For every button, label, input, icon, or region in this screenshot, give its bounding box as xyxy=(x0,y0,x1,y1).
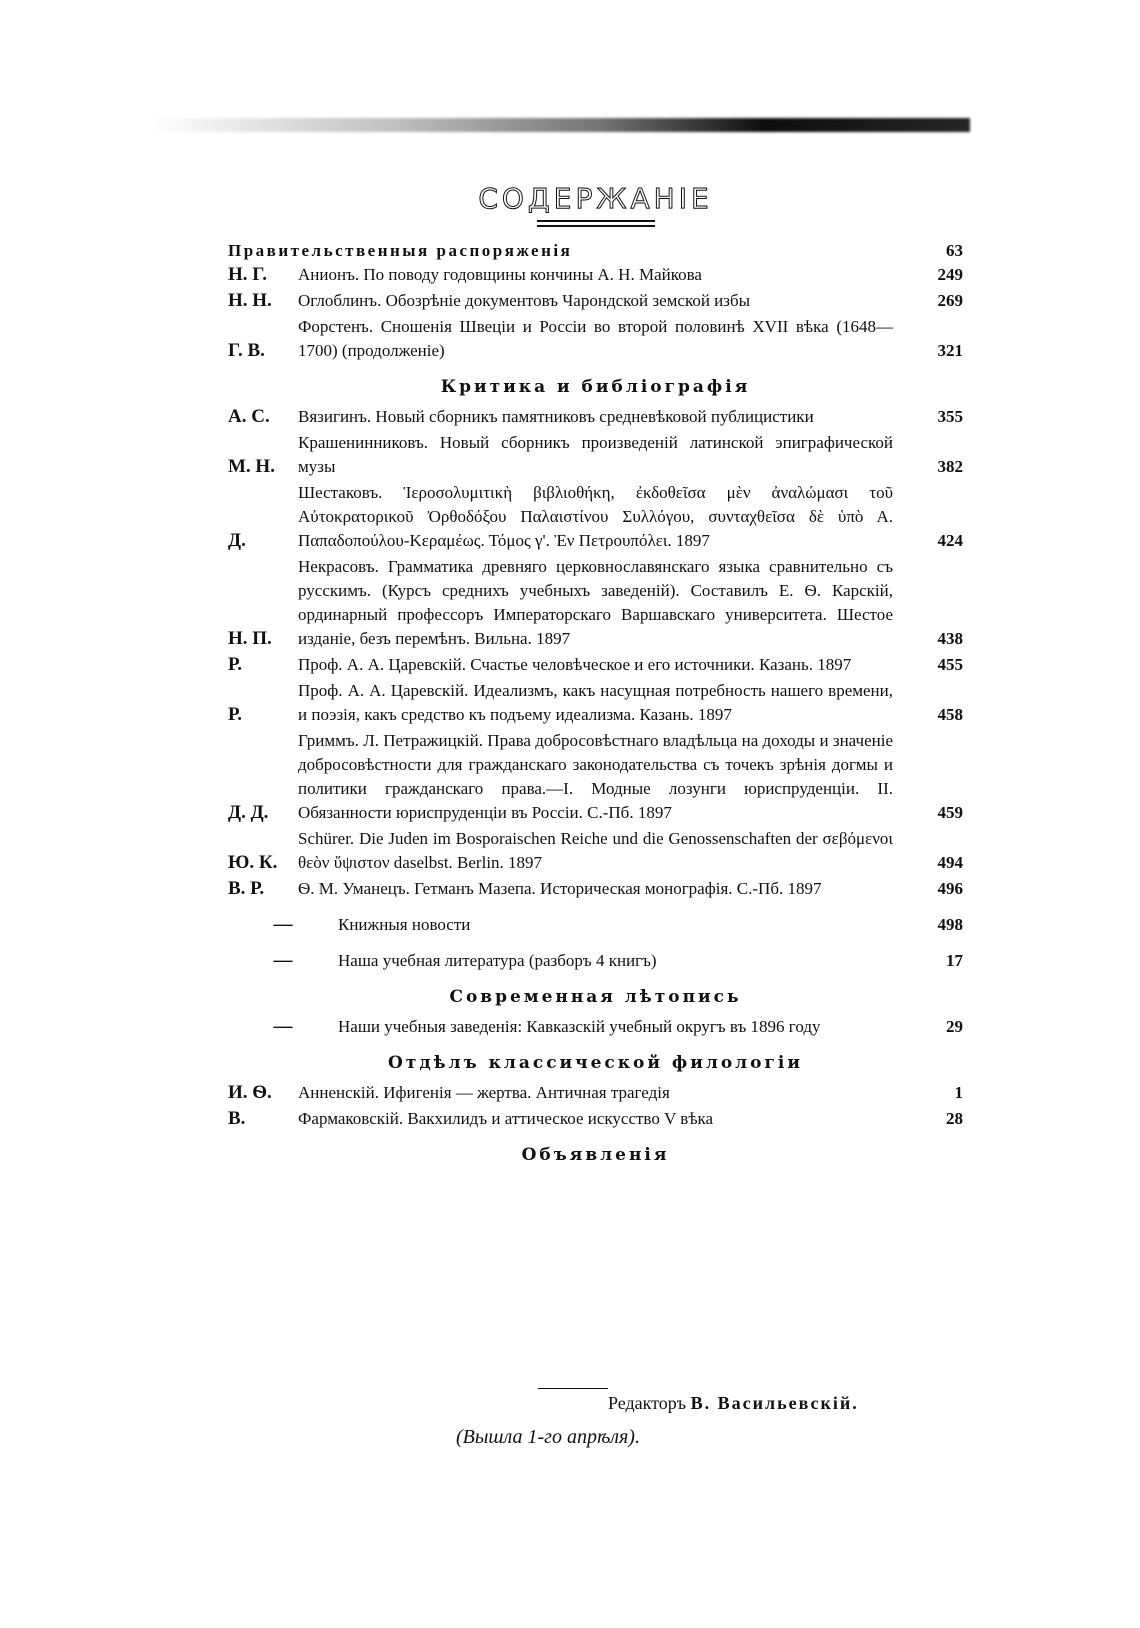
entry-page: 458 xyxy=(937,705,963,724)
entry-author: Г. В. xyxy=(228,340,265,361)
entry-author: Д. Д. xyxy=(228,802,269,823)
entry-title: Наша учебная литература (разборъ 4 книгъ) xyxy=(338,951,657,970)
entry-title: Фармаковскій. Вакхилидъ и аттическое искусство V вѣка xyxy=(298,1109,714,1128)
entry-author: Р. xyxy=(228,704,242,725)
toc-entry xyxy=(228,481,963,553)
toc-entry xyxy=(228,653,963,677)
toc-entry xyxy=(228,431,963,479)
entry-author: М. Н. xyxy=(228,456,275,477)
entry-page: 17 xyxy=(946,951,963,970)
entry-page: 269 xyxy=(937,291,963,310)
entry-author: А. С. xyxy=(228,406,270,427)
entry-title: Анненскій. Ифигенія — жертва. Античная трагедія xyxy=(298,1083,670,1102)
editor-rule xyxy=(538,1388,608,1389)
entry-title: Проф. А. А. Царевскій. Идеализмъ, какъ насущная потребность нашего времени, и поэзія, какъ средство къ подъему идеализма. Казань. 1897 xyxy=(298,681,893,724)
issue-date: (Вышла 1-го апрѣля). xyxy=(456,1426,640,1448)
entry-author: В. Р. xyxy=(228,878,265,899)
toc-entry xyxy=(228,949,963,973)
entry-author: Ю. К. xyxy=(228,852,278,873)
entry-page: 494 xyxy=(937,853,963,872)
toc-entry xyxy=(228,315,963,363)
section-government xyxy=(228,239,963,263)
entry-page: 321 xyxy=(937,341,963,360)
entry-title: Книжныя новости xyxy=(338,915,471,934)
entry-author: Р. xyxy=(228,654,242,675)
editor-signature xyxy=(368,1393,928,1414)
entry-page: 496 xyxy=(937,879,963,898)
entry-title: Наши учебныя заведенія: Кавказскій учебный округъ въ 1896 году xyxy=(338,1017,821,1036)
toc-entry xyxy=(228,405,963,429)
entry-author: И. Ѳ. xyxy=(228,1082,272,1103)
classical-entries xyxy=(228,1081,963,1131)
title-rule xyxy=(537,220,655,227)
table-of-contents xyxy=(228,182,963,1173)
editor-name: В. Васильевскій. xyxy=(690,1393,859,1413)
entry-page: 455 xyxy=(937,655,963,674)
entry-title: Шестаковъ. Ἱεροσολυμιτικὴ βιβλιοθήκη, ἐκδοθεῖσα μὲν ἀναλώμασι τοῦ Αὐτοκρατορικοῦ Ὀρθοδόξου Παλαιστίνου Συλλόγου, συνταχθεῖσα δὲ ὑπὸ Α. Παπαδοπούλου-Κεραμέως. Τόμος γ'. Ἐν Πετρουπόλει. 1897 xyxy=(298,483,893,550)
entry-title: Оглоблинъ. Обозрѣніе документовъ Чарондской земской избы xyxy=(298,291,751,310)
entry-author: В. xyxy=(228,1108,246,1129)
entry-page: 355 xyxy=(937,407,963,426)
toc-entry xyxy=(228,1107,963,1131)
toc-entry xyxy=(228,289,963,313)
toc-entry xyxy=(228,729,963,825)
toc-entry xyxy=(228,555,963,651)
entry-author: — xyxy=(273,950,293,971)
scan-artifact xyxy=(150,118,970,132)
entry-author: — xyxy=(273,1016,293,1037)
criticism-entries xyxy=(228,405,963,973)
section-criticism: Критика и библіографія xyxy=(440,377,751,397)
chronicle-entries xyxy=(228,1015,963,1039)
entry-page: 29 xyxy=(946,1017,963,1036)
entry-page: 249 xyxy=(937,265,963,284)
entry-author: Н. Н. xyxy=(228,290,272,311)
entry-title: Некрасовъ. Грамматика древняго церковнославянскаго языка сравнительно съ русскимъ. (Курсъ среднихъ учебныхъ заведеній). Составилъ Е. Ѳ. Карскій, ординарный профессоръ Императорскаго Варшавскаго университета. Шестое изданіе, безъ перемѣнъ. Вильна. 1897 xyxy=(298,557,893,648)
section-government-title: Правительственныя распоряженія xyxy=(228,241,573,260)
toc-entry xyxy=(228,1081,963,1105)
entry-page: 438 xyxy=(937,629,963,648)
entry-page: 382 xyxy=(937,457,963,476)
toc-entry xyxy=(228,263,963,287)
entry-title: Гриммъ. Л. Петражицкій. Права добросовѣстнаго владѣльца на доходы и значеніе добросовѣстности для гражданскаго законодательства съ точекъ зрѣнія догмы и политики гражданскаго права.—I. Модные лозунги юриспруденціи. II. Обязанности юриспруденціи въ Россіи. С.-Пб. 1897 xyxy=(298,731,893,822)
section-announcements: Объявленія xyxy=(521,1145,670,1165)
editor-label: Редакторъ xyxy=(608,1393,687,1413)
toc-entry xyxy=(228,913,963,937)
toc-entry xyxy=(228,1015,963,1039)
entry-title: Вязигинъ. Новый сборникъ памятниковъ средневѣковой публицистики xyxy=(298,407,814,426)
entry-page: 498 xyxy=(937,915,963,934)
toc-entry xyxy=(228,827,963,875)
editor-block xyxy=(368,1388,928,1449)
entry-title: Крашенинниковъ. Новый сборникъ произведеній латинской эпиграфической музы xyxy=(298,433,893,476)
entry-author: Д. xyxy=(228,530,246,551)
entry-title: Ѳ. М. Уманецъ. Гетманъ Мазепа. Историческая монографія. С.-Пб. 1897 xyxy=(298,879,822,898)
entry-page: 424 xyxy=(937,531,963,550)
page-title: СОДЕРЖАНІЕ xyxy=(478,182,713,215)
entry-title: Анионъ. По поводу годовщины кончины А. Н. Майкова xyxy=(298,265,702,284)
entry-page: 1 xyxy=(954,1083,963,1102)
section-government-page: 63 xyxy=(946,241,963,260)
entry-title: Форстенъ. Сношенія Швеціи и Россіи во второй половинѣ XVII вѣка (1648—1700) (продолженіе) xyxy=(298,317,893,360)
entry-author: — xyxy=(273,914,293,935)
toc-entry xyxy=(228,679,963,727)
entry-page: 28 xyxy=(946,1109,963,1128)
entry-author: Н. П. xyxy=(228,628,272,649)
section-chronicle: Современная лѣтопись xyxy=(449,987,742,1007)
entry-page: 459 xyxy=(937,803,963,822)
entry-title: Проф. А. А. Царевскій. Счастье человѣческое и его источники. Казань. 1897 xyxy=(298,655,852,674)
section-classical: Отдѣлъ классической филологіи xyxy=(388,1053,803,1073)
main-entries xyxy=(228,263,963,363)
toc-entry xyxy=(228,877,963,901)
entry-author: Н. Г. xyxy=(228,264,267,285)
entry-title: Schürer. Die Juden im Bosporaischen Reiche und die Genossenschaften der σεβόμενοι θεὸν ὕψιστον daselbst. Berlin. 1897 xyxy=(298,829,893,872)
